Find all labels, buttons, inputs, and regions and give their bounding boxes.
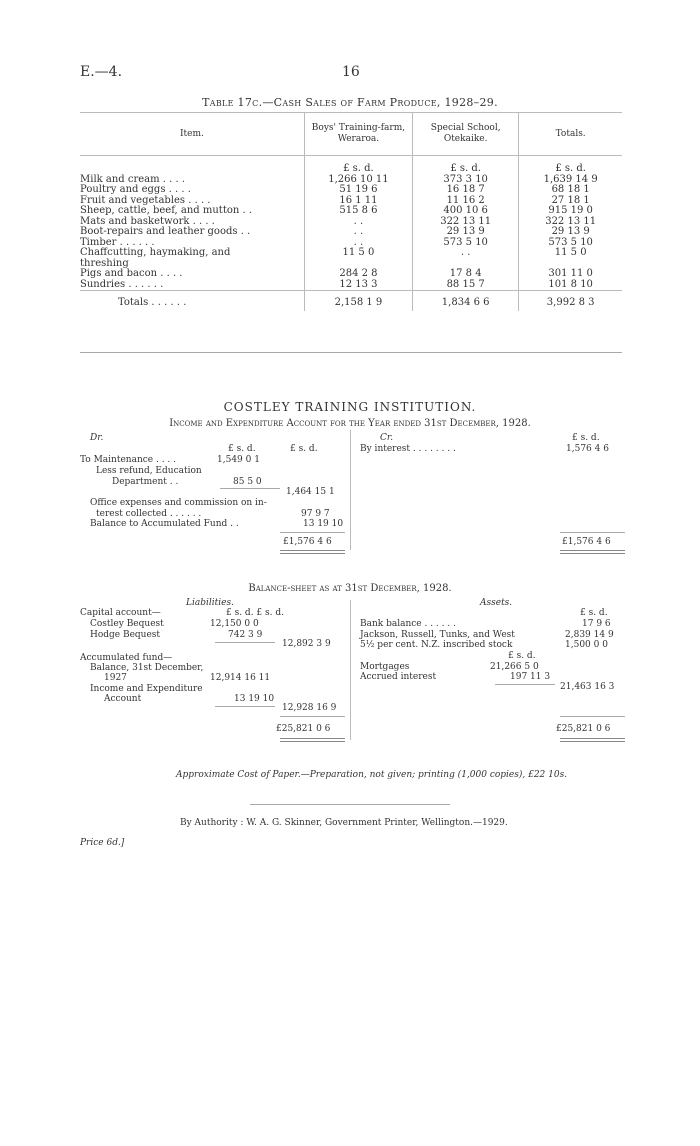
cell-c3: 101 8 10 (519, 280, 622, 291)
table-row (80, 280, 622, 291)
cell-c2: 29 13 9 (413, 227, 519, 238)
cell-c1: 11 5 0 (304, 248, 412, 259)
cell-c2: 400 10 6 (413, 206, 519, 217)
cell-c3: 27 18 1 (519, 196, 622, 207)
footer-rule (250, 804, 450, 805)
cell-item: Pigs and bacon . . . . (80, 268, 183, 279)
units-row: £ s. d. £ s. d. £ s. d. (80, 156, 622, 175)
institution-title: COSTLEY TRAINING INSTITUTION. (223, 400, 477, 414)
cell-c3: 1,639 14 9 (519, 175, 622, 186)
cost-note: Approximate Cost of Paper.—Preparation, not given; printing (1,000 copies), £22 10s. (176, 770, 568, 780)
table-row (80, 269, 622, 280)
table-row (80, 227, 622, 238)
farm-table-title: Table 17c.—Cash Sales of Farm Produce, 1928–29. (202, 96, 498, 109)
cell-c2: 322 13 11 (413, 217, 519, 228)
printer-authority: By Authority : W. A. G. Skinner, Government Printer, Wellington.—1929. (180, 818, 508, 828)
page-code: E.—4. (80, 64, 123, 80)
balance-sheet-title: Balance-sheet as at 31st December, 1928. (248, 583, 452, 594)
cell-c1: 1,266 10 11 (304, 175, 412, 186)
cell-c2: . . (413, 248, 519, 259)
cell-c3: 322 13 11 (519, 217, 622, 228)
cell-c3: 301 11 0 (519, 269, 622, 280)
table-row (80, 248, 622, 259)
cell-c2: 11 16 2 (413, 196, 519, 207)
cell-c1: 51 19 6 (304, 185, 412, 196)
price-note: Price 6d.] (80, 838, 125, 848)
col-otekaike-header: Special School, Otekaike. (413, 113, 519, 156)
table-row (80, 185, 622, 196)
cell-c1: . . (304, 217, 412, 228)
cell-c1: 284 2 8 (304, 269, 412, 280)
totals-row: Totals . . . . . . 2,158 1 9 1,834 6 6 3,992 8 3 (80, 291, 622, 312)
cell-item: Chaffcutting, haymaking, and (80, 247, 231, 258)
income-account-title: Income and Expenditure Account for the Year ended 31st December, 1928. (169, 418, 531, 429)
cell-item: Mats and basketwork . . . . (80, 215, 215, 227)
cell-c2: 373 3 10 (413, 175, 519, 186)
cell-c1: . . (304, 238, 412, 249)
cell-item: Timber . . . . . . (80, 236, 155, 248)
cell-item: Milk and cream . . . . (80, 173, 186, 185)
cell-c2: 17 8 4 (413, 269, 519, 280)
cell-c2: 88 15 7 (413, 280, 519, 291)
farm-sales-table (80, 112, 622, 311)
cell-c2: 573 5 10 (413, 238, 519, 249)
farm-table-bottom-rule (80, 352, 622, 353)
col-weraroa-header: Boys' Training-farm, Weraroa. (304, 113, 412, 156)
page-number: 16 (342, 64, 360, 80)
cell-c3: 68 18 1 (519, 185, 622, 196)
cell-item: Sundries . . . . . . (80, 278, 164, 290)
cell-item: Boot-repairs and leather goods . . (80, 226, 251, 237)
cell-item: Sheep, cattle, beef, and mutton . . (80, 205, 253, 216)
cell-c3: 573 5 10 (519, 238, 622, 249)
table-row (80, 206, 622, 217)
cell-c3: 29 13 9 (519, 227, 622, 238)
col-item-header: Item. (80, 113, 304, 156)
cell-c1: 16 1 11 (304, 196, 412, 207)
cell-item: Poultry and eggs . . . . (80, 184, 191, 195)
col-totals-header: Totals. (519, 113, 622, 156)
cell-item: threshing (80, 257, 129, 269)
cell-c2: 16 18 7 (413, 185, 519, 196)
cell-c1: . . (304, 227, 412, 238)
cell-item: Fruit and vegetables . . . . (80, 194, 211, 206)
cell-c3: 11 5 0 (519, 248, 622, 259)
farm-table-header (80, 113, 622, 156)
cell-c1: 12 13 3 (304, 280, 412, 291)
cell-c1: 515 8 6 (304, 206, 412, 217)
cell-c3: 915 19 0 (519, 206, 622, 217)
